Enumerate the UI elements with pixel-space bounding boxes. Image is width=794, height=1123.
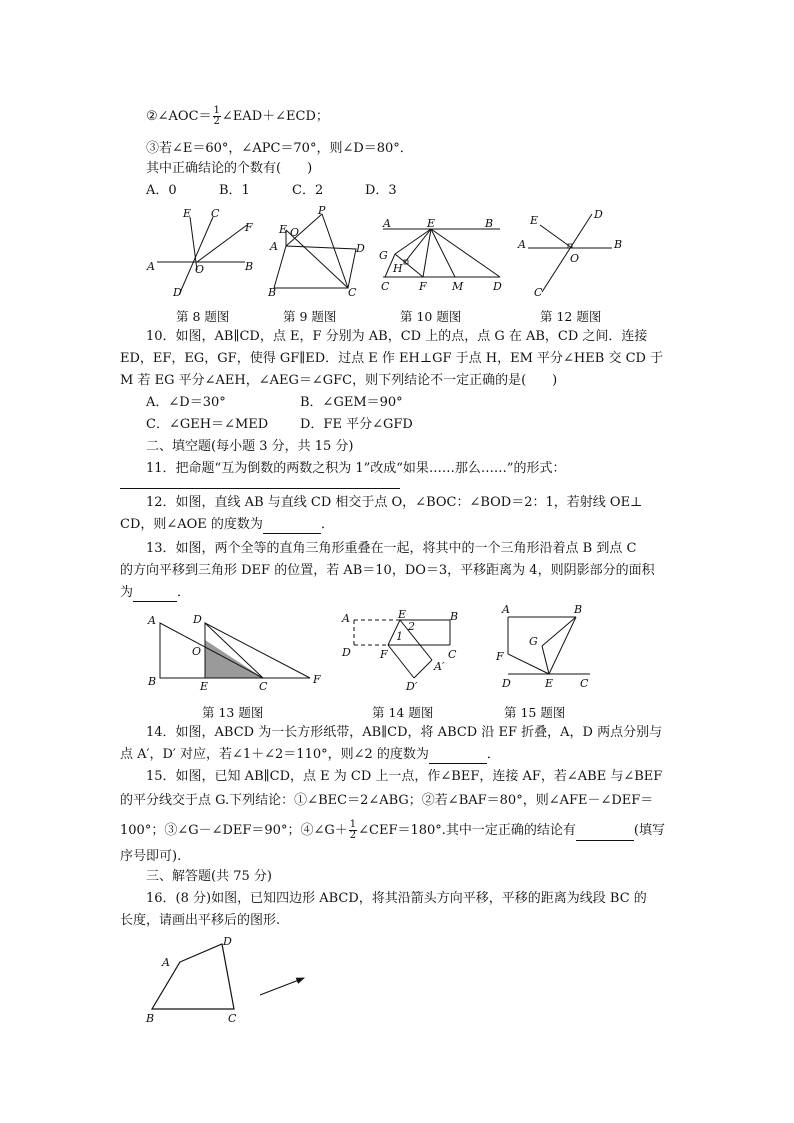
fig14-label: E [398,608,407,621]
fig10-label: M [452,280,464,293]
fig15-label: E [545,677,554,690]
caption-fig8: 第 8 题图 [176,309,230,324]
fig16-label: A [162,956,170,969]
q12-line2: CD，则∠AOE 的度数为 ． [120,517,334,532]
q15-line1: 15．如图，已知 AB∥CD，点 E 为 CD 上一点，作∠BEF，连接 AF，若∠ABE 与∠BEF [146,769,663,784]
q13-line2: 的方向平移到三角形 DEF 的位置，若 AB＝10，DO＝3，平移距离为 4，则阴影部分的面积 [120,563,655,578]
fig10-label: A [383,217,391,230]
caption-fig10: 第 10 题图 [400,309,462,324]
fig9-label: C [348,286,357,299]
fig13-label: C [259,680,268,693]
q14-line2: 点 A′，D′ 对应，若∠1＋∠2＝110°，则∠2 的度数为 ． [120,747,500,762]
caption-fig15: 第 15 题图 [504,705,566,720]
fig15-label: C [580,677,589,690]
q10-option-c: C．∠GEH＝∠MED [146,417,269,432]
fig9-label: A [270,240,278,253]
q12-line1: 12．如图，直线 AB 与直线 CD 相交于点 O，∠BOC：∠BOD＝2：1，若射线 OE⊥ [146,495,643,510]
fig14-label: D [342,646,351,659]
q13-line3: 为 ． [120,585,191,600]
fig10-label: C [381,280,390,293]
fig16-label: B [146,1012,155,1025]
caption-fig12: 第 12 题图 [540,309,602,324]
q9-option-a: A．0 [146,183,177,198]
q11-answer-blank [120,488,400,489]
fig14-label: D′ [406,680,418,693]
q14-answer-blank [429,749,487,764]
fig8-label: A [147,260,155,273]
figure-15 [494,600,599,692]
fig15-label: A [502,603,510,616]
fig9-label: P [318,204,326,217]
q13-answer-blank [133,587,177,602]
fig13-label: D [193,613,202,626]
section-3-heading: 三、解答题(共 75 分) [146,869,272,884]
q10-line1: 10．如图，AB∥CD，点 E，F 分别为 AB，CD 上的点，点 G 在 AB，CD 之间．连接 [146,329,648,344]
figure-8 [145,205,260,300]
q12-answer-blank [263,519,321,534]
fig13-label: B [148,675,157,688]
fig8-label: O [195,263,205,276]
fig8-label: D [173,286,182,299]
fig13-label: E [200,680,209,693]
figure-10 [375,212,505,297]
q9-item2: ②∠AOC＝ $\frac{1}{2}$ ∠EAD＋∠ECD； [146,105,329,127]
q10-option-b: B．∠GEM＝90° [300,395,403,410]
fig15-label: F [496,650,504,663]
fig12-label: D [594,208,603,221]
section-2-heading: 二、填空题(每小题 3 分，共 15 分) [146,439,354,454]
figure-16 [140,930,320,1030]
figure-14 [338,608,468,693]
q9-question: 其中正确结论的个数有( ) [146,161,313,176]
q9-option-d: D．3 [365,183,397,198]
fig9-label: O [290,226,300,239]
figure-12 [512,206,632,298]
q15-line2: 的平分线交于点 G.下列结论：①∠BEC＝2∠ABG；②若∠BAF＝80°，则∠AFE－∠DEF＝ [120,793,654,808]
fig9-label: B [268,286,277,299]
fraction: $\frac{1}{2}$ [349,819,357,841]
fig12-label: B [614,238,623,251]
fig9-label: E [279,223,288,236]
fig8-label: B [245,260,254,273]
fig12-label: E [530,214,539,227]
fig12-label: A [518,238,526,251]
fig14-label: 1 [396,630,403,643]
caption-fig9: 第 9 题图 [283,309,337,324]
fig16-label: C [228,1012,237,1025]
caption-fig13: 第 13 题图 [202,705,264,720]
q15-answer-blank [576,826,634,841]
fig14-label: C [448,648,457,661]
q11-text: 11．把命题“互为倒数的两数之积为 1”改成“如果……那么……”的形式： [146,461,566,476]
fig14-label: A [342,612,350,625]
q14-line1: 14．如图，ABCD 为一长方形纸带，AB∥CD，将 ABCD 沿 EF 折叠，A，D 两点分别与 [146,725,663,740]
q10-option-a: A．∠D＝30° [146,395,226,410]
q10-line3: M 若 EG 平分∠AEH，∠AEG＝∠GFC，则下列结论不一定正确的是( ) [120,373,558,388]
fig14-label: 2 [408,620,415,633]
fig14-label: A′ [434,660,445,673]
fig15-label: B [574,603,583,616]
fig8-label: F [245,221,253,234]
fig9-label: D [356,242,365,255]
fig10-label: F [419,280,427,293]
q16-line2: 长度，请画出平移后的图形. [120,913,281,928]
fig10-label: E [427,217,436,230]
caption-fig14: 第 14 题图 [372,705,434,720]
fig13-label: F [313,673,321,686]
q10-option-d: D．FE 平分∠GFD [300,417,413,432]
figure-9 [264,204,374,299]
fig10-label: B [485,217,494,230]
fig14-label: B [450,610,459,623]
translation-arrow [260,978,304,995]
fig10-label: G [379,249,388,262]
figure-13 [145,610,330,695]
fig10-label: H [393,262,403,275]
fig8-label: E [183,207,192,220]
q15-line3: 100°；③∠G－∠DEF＝90°；④∠G＋ $\frac{1}{2}$ ∠CEF＝180°.其中一定正确的结论有 (填写 [120,819,665,841]
q16-line1: 16．(8 分)如图，已知四边形 ABCD，将其沿箭头方向平移，平移的距离为线段 BC 的 [146,891,647,906]
fig13-label: A [148,614,156,627]
q15-line4: 序号即可). [120,849,182,864]
q9-option-c: C．2 [292,183,324,198]
q9-option-b: B．1 [219,183,250,198]
q13-line1: 13．如图，两个全等的直角三角形重叠在一起，将其中的一个三角形沿着点 B 到点 C [146,541,637,556]
fig12-label: O [570,252,580,265]
fig15-label: G [529,635,538,648]
q9-item3: ③若∠E＝60°，∠APC＝70°，则∠D＝80°． [146,141,413,156]
q10-line2: ED，EF，EG，GF，使得 GF∥ED．过点 E 作 EH⊥GF 于点 H，EM 平分∠HEB 交 CD 于 [120,351,664,366]
fig13-label: O [192,645,202,658]
fig8-label: C [211,207,220,220]
fig10-label: D [493,280,502,293]
fig15-label: D [502,677,511,690]
fig14-label: F [380,648,388,661]
fig16-label: D [223,935,232,948]
fig12-label: C [534,286,543,298]
fraction: $\frac{1}{2}$ [213,105,220,127]
